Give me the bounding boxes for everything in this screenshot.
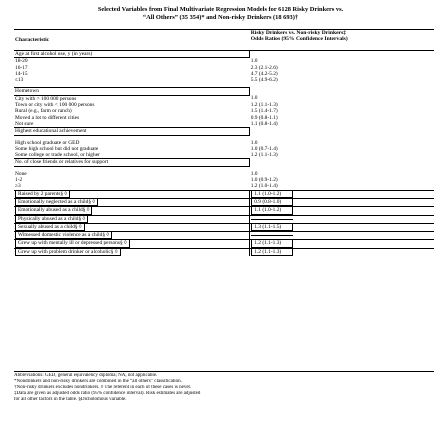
row-value: 1.0 — [250, 139, 258, 146]
table-footnotes — [14, 371, 434, 403]
characteristic-header: Characteristic — [14, 30, 250, 51]
table-row — [14, 58, 434, 65]
row-value: 1.1 (0.8-1.4) — [250, 120, 278, 127]
row-label: Town or city with < 100 000 persons — [15, 102, 95, 109]
table-row — [14, 183, 434, 190]
row-label: 18-20 — [15, 58, 28, 65]
section-label: No. of close friends or relatives for support — [14, 159, 250, 166]
row-label: Rural (e.g., farm or ranch) — [15, 108, 72, 115]
table-row — [14, 215, 434, 223]
section-label: Hometown — [14, 88, 250, 95]
row-value: 1.2 (1.1-1.3) — [251, 249, 293, 256]
table-row — [14, 121, 434, 128]
table-row — [14, 232, 434, 240]
row-label: Some high school but did not graduate — [15, 145, 99, 152]
row-value: 1.2 (1.1-1.3) — [250, 152, 278, 159]
table-row — [14, 95, 434, 102]
table-row — [14, 207, 434, 215]
row-label: ≤13 — [15, 77, 24, 84]
row-label: Some college or trade school, or higher — [15, 152, 100, 159]
regression-table — [14, 29, 434, 256]
section-label: Highest educational achievement — [14, 128, 250, 135]
row-value — [251, 235, 293, 236]
row-value: 1.0 (0.9-1.2) — [250, 177, 278, 184]
odds-ratio-header-line-2: Odds Ratios (95% Confidence Intervals) — [250, 36, 348, 43]
section-header-row — [14, 159, 434, 166]
row-label: Sexually abused as a child§ ◊ — [15, 224, 85, 231]
row-label: 1-2 — [15, 177, 23, 184]
row-value: 1.2 (1.0-1.4) — [250, 183, 278, 190]
row-label: None — [15, 170, 27, 177]
row-value — [251, 219, 293, 220]
row-label: Witnessed domestic violence as a child§ ◊ — [15, 232, 112, 239]
row-label: High school graduate or GED — [15, 139, 80, 146]
table-title-line-2: “All Others” (35 354)* and Non-risky Drinkers (18 693)† — [142, 13, 299, 21]
row-value: 1.5 (1.4-1.7) — [250, 108, 278, 115]
table-row — [14, 190, 434, 198]
table-title-line-1: Selected Variables from Final Multivariate Regression Models for 6128 Risky Drinkers vs. — [97, 6, 344, 13]
row-value: 1.1 (1.0-1.2) — [251, 191, 293, 198]
table-row — [14, 152, 434, 159]
row-label: 16-17 — [15, 64, 28, 71]
footnote: *Nondrinkers and non-risky drinkers are combined in the “all others” classification. — [14, 379, 182, 384]
row-value: 1.0 — [250, 170, 258, 177]
section-header-row — [14, 88, 434, 95]
row-label: Emotionally neglected as a child§ ◊ — [15, 199, 98, 206]
table-header-row — [14, 30, 434, 51]
section-label: Age at first alcohol use, y (in years) — [14, 51, 250, 58]
row-value: 1.2 (1.1-1.3) — [251, 240, 293, 247]
row-label: Physically abused as a child§ ◊ — [15, 216, 88, 223]
row-value: 1.0 — [250, 57, 258, 64]
table-row — [14, 223, 434, 231]
footnote: for all other factors in the table. §Dichotomous variable. — [14, 397, 127, 402]
row-label: City with > 100 000 persons — [15, 95, 77, 102]
section-header-row — [14, 128, 434, 135]
row-value: 4.7 (4.2-5.2) — [250, 70, 278, 77]
row-value: 1.1 (1.0-1.2) — [251, 207, 293, 214]
row-value: 1.3 (1.1-1.5) — [251, 224, 293, 231]
row-label: 14-15 — [15, 70, 28, 77]
row-label: Emotionally abused as a child§ ◊ — [15, 207, 92, 214]
row-label: Moved a lot to different cities — [15, 114, 80, 121]
row-label: Grew up with mentally ill or depressed persons§ ◊ — [15, 240, 130, 247]
table-row — [14, 248, 434, 256]
row-value: 1.0 (0.7-1.4) — [250, 145, 278, 152]
footnote: ‡Data are given as adjusted odds ratio (95% confidence interval). Risk estimates are adjusted — [14, 391, 201, 396]
row-value: 0.9 (0.8-1.0) — [251, 199, 293, 206]
row-label: Grew up with problem drinker or alcoholic§ ◊ — [15, 249, 121, 256]
table-row — [14, 198, 434, 206]
footnote: Abbreviations: GED, general equivalency diploma; NA, not applicable. — [14, 373, 158, 378]
section-header-row — [14, 51, 434, 58]
row-value: 5.5 (4.9-6.2) — [250, 77, 278, 84]
odds-ratio-header — [250, 30, 434, 51]
odds-ratio-header-line-1: Risky Drinkers vs. Non-risky Drinkers‡ — [250, 30, 347, 36]
row-label: ≥3 — [15, 183, 21, 190]
row-label: Raised by 2 parents§ ◊ — [15, 191, 70, 198]
row-value: 1.0 — [250, 95, 258, 102]
table-title — [0, 6, 441, 21]
row-label: Not sure — [15, 120, 34, 127]
footnote: †Non-risky drinkers excludes nondrinkers. ◊ The referent in each of these cases is never. — [14, 385, 192, 390]
table-row — [14, 240, 434, 248]
row-value: 2.3 (2.1-2.6) — [250, 64, 278, 71]
row-value: 0.9 (0.8-1.1) — [250, 114, 278, 121]
row-value: 1.2 (1.1-1.3) — [250, 102, 278, 109]
